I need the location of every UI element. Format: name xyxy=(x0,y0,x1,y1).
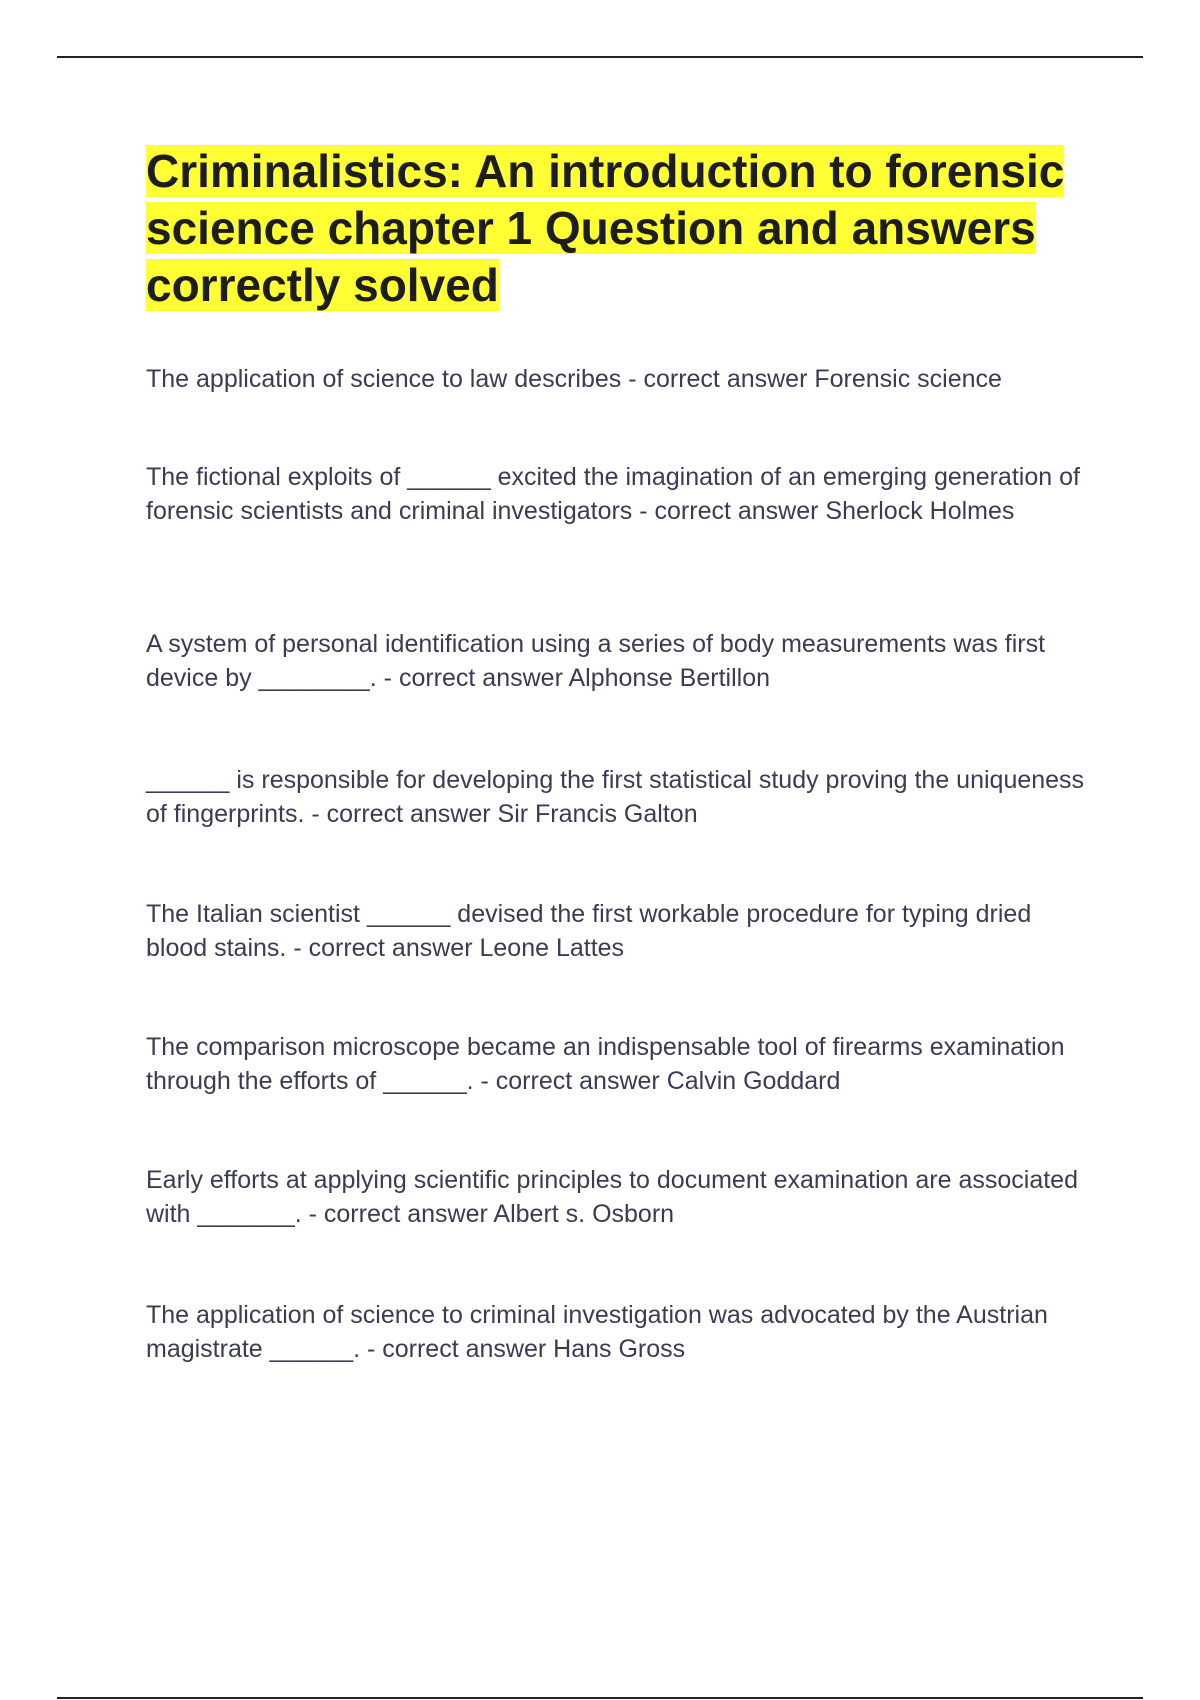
qa-question: The fictional exploits of ______ excited the imagination of an emerging generation of forensic scientists and criminal investigators - correct answer xyxy=(146,463,1080,525)
qa-answer: Forensic science xyxy=(814,365,1002,393)
header-rule xyxy=(57,56,1143,58)
qa-answer: Calvin Goddard xyxy=(666,1067,841,1095)
qa-answer: Alphonse Bertillon xyxy=(568,664,770,692)
qa-item-3 xyxy=(146,627,1096,695)
qa-item-5 xyxy=(146,897,1096,965)
qa-question: Early efforts at applying scientific principles to document examination are associated with _______. - correct answer xyxy=(146,1166,1078,1228)
qa-question: The comparison microscope became an indispensable tool of firearms examination through the efforts of ______. - correct answer xyxy=(146,1033,1065,1095)
qa-question: The application of science to criminal investigation was advocated by the Austrian magistrate ______. - correct answer xyxy=(146,1301,1048,1363)
qa-question: The application of science to law describes - correct answer xyxy=(146,365,808,393)
qa-item-7 xyxy=(146,1163,1096,1231)
qa-answer: Albert s. Osborn xyxy=(493,1200,675,1228)
qa-item-4 xyxy=(146,763,1096,831)
title-highlight: Criminalistics: An introduction to forensic science chapter 1 Question and answers correctly solved xyxy=(146,145,1065,311)
qa-answer: Hans Gross xyxy=(553,1335,686,1363)
footer-rule xyxy=(57,1697,1143,1699)
qa-answer: Leone Lattes xyxy=(479,934,625,962)
qa-item-1 xyxy=(146,362,1096,396)
qa-answer: Sir Francis Galton xyxy=(497,800,698,828)
qa-item-2 xyxy=(146,460,1096,528)
qa-item-6 xyxy=(146,1030,1096,1098)
qa-item-8 xyxy=(146,1298,1096,1366)
document-title xyxy=(146,143,1106,314)
qa-question: The Italian scientist ______ devised the first workable procedure for typing dried blood stains. - correct answer xyxy=(146,900,1032,962)
qa-question: ______ is responsible for developing the first statistical study proving the uniqueness of fingerprints. - correct answer xyxy=(146,766,1085,828)
qa-answer: Sherlock Holmes xyxy=(825,497,1015,525)
qa-question: A system of personal identification using a series of body measurements was first device by ________. - correct answer xyxy=(146,630,1046,692)
